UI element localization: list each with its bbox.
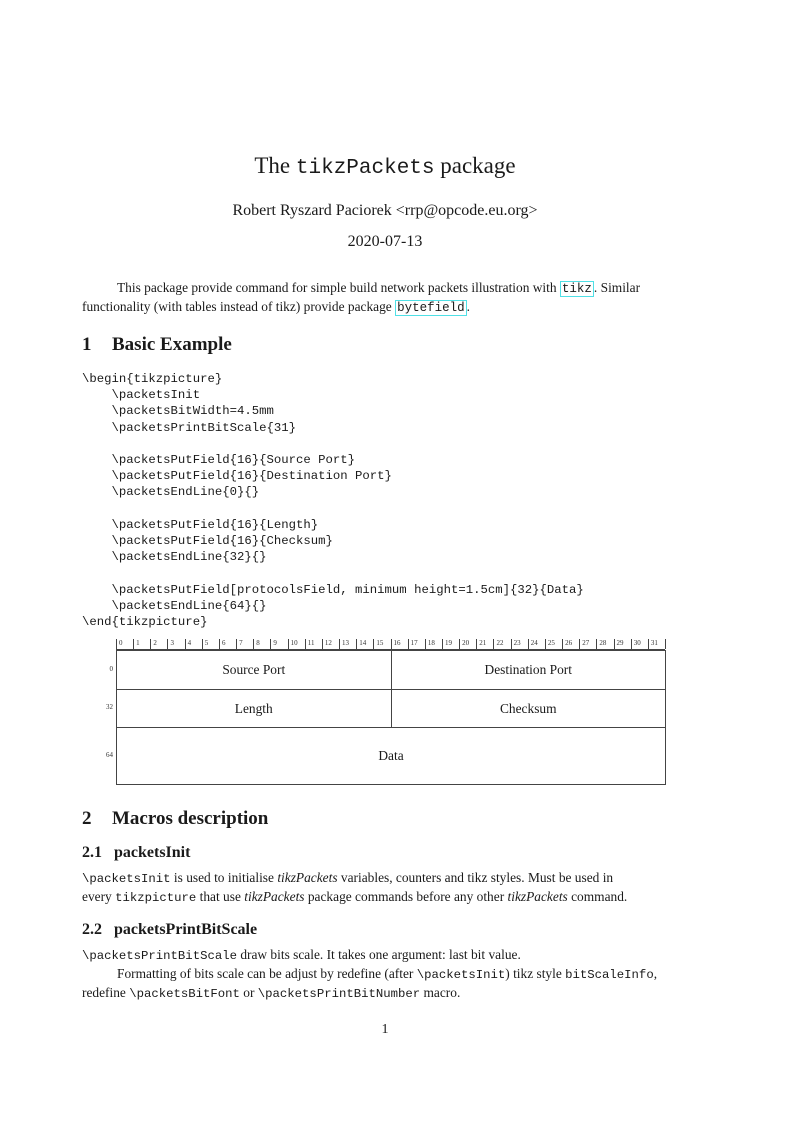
bit-scale-label: 16 <box>391 639 401 649</box>
code-block <box>82 371 584 630</box>
field-name: Data <box>378 748 404 763</box>
bit-scale-label: 31 <box>648 639 658 649</box>
code-line: \packetsPrintBitScale{31} <box>82 420 297 435</box>
section-2-heading <box>82 808 268 830</box>
intro-text-3: functionality (with tables instead of tikz) provide package <box>82 299 396 314</box>
text: that use <box>196 889 245 904</box>
text: variables, counters and tikz styles. Must be used in <box>337 870 614 885</box>
packet-field <box>116 727 666 785</box>
bytefield-link[interactable]: bytefield <box>397 301 465 315</box>
bit-scale-label: 6 <box>219 639 226 649</box>
text: command. <box>567 889 628 904</box>
bit-scale-label: 3 <box>167 639 174 649</box>
subsection-number: 2.1 <box>82 844 102 861</box>
page-number: 1 <box>381 1022 389 1037</box>
text: every <box>82 889 116 904</box>
emphasis: tikzPackets <box>507 889 568 904</box>
packetsprintbitscale-description <box>82 946 692 1003</box>
bit-scale-label: 21 <box>476 639 486 649</box>
code-line <box>82 565 584 581</box>
field-name: Source Port <box>222 662 286 677</box>
code-line: \packetsBitWidth=4.5mm <box>82 404 274 419</box>
code-packetsbitfont: \packetsBitFont <box>129 987 240 1001</box>
bit-scale-label: 20 <box>459 639 469 649</box>
bit-scale-label: 30 <box>631 639 641 649</box>
packet-diagram <box>95 637 675 787</box>
intro-text-4: . <box>466 299 470 314</box>
emphasis: tikzPackets <box>277 870 338 885</box>
text: is used to initialise <box>170 870 278 885</box>
tikz-link[interactable]: tikz <box>561 282 592 296</box>
bit-scale-label: 17 <box>408 639 418 649</box>
field-name: Destination Port <box>484 662 572 677</box>
text: macro. <box>420 985 461 1000</box>
bit-scale-label: 9 <box>270 639 277 649</box>
bit-scale-label: 23 <box>511 639 521 649</box>
field-name: Checksum <box>499 700 557 716</box>
bit-scale-label: 15 <box>373 639 383 649</box>
code-line <box>82 436 584 452</box>
bit-scale-label: 26 <box>562 639 572 649</box>
text: or <box>239 985 258 1000</box>
packet-field <box>116 650 392 690</box>
code-line: \packetsPutField[protocolsField, minimum height=1.5cm]{32}{Data} <box>82 582 584 597</box>
bit-scale-label: 8 <box>253 639 260 649</box>
text: draw bits scale. It takes one argument: last bit value. <box>236 947 521 962</box>
section-title: Basic Example <box>112 334 232 355</box>
code-line: \packetsPutField{16}{Length} <box>82 517 319 532</box>
text: ) tikz style <box>505 966 566 981</box>
text: Formatting of bits scale can be adjust by redefine (after <box>117 966 417 981</box>
title-prefix: The <box>254 153 296 178</box>
bit-scale-label: 27 <box>579 639 589 649</box>
bit-scale-label: 18 <box>425 639 435 649</box>
subsection-number: 2.2 <box>82 921 102 938</box>
intro-text-2: . Similar <box>593 280 641 295</box>
subsection-2-2-heading <box>82 921 257 939</box>
bit-scale-label: 14 <box>356 639 366 649</box>
row-offset-label: 64 <box>106 750 113 759</box>
packetsinit-description <box>82 869 692 907</box>
bit-scale-end-tick <box>665 639 668 649</box>
packet-field <box>391 650 667 690</box>
code-line <box>82 501 584 517</box>
intro-paragraph <box>82 279 682 317</box>
code-line: \packetsEndLine{32}{} <box>82 550 267 565</box>
code-line: \packetsPutField{16}{Destination Port} <box>82 469 392 484</box>
field-name: Length <box>234 700 273 716</box>
text: , <box>653 966 658 981</box>
intro-text-1: This package provide command for simple build network packets illustration with <box>117 280 560 295</box>
code-bitscaleinfo: bitScaleInfo <box>565 968 654 982</box>
bit-scale-label: 5 <box>202 639 209 649</box>
code-tikzpicture: tikzpicture <box>115 891 197 905</box>
emphasis: tikzPackets <box>244 889 305 904</box>
text: package commands before any other <box>304 889 508 904</box>
cmd-packetsprintbitscale: \packetsPrintBitScale <box>82 949 237 963</box>
document-title <box>0 153 770 180</box>
bit-scale-label: 24 <box>528 639 538 649</box>
bit-scale-label: 29 <box>614 639 624 649</box>
subsection-2-1-heading <box>82 844 190 862</box>
bit-scale-label: 28 <box>596 639 606 649</box>
section-number: 2 <box>82 808 92 829</box>
date: 2020-07-13 <box>347 233 423 250</box>
code-line: \packetsPutField{16}{Source Port} <box>82 453 356 468</box>
bit-scale-label: 1 <box>133 639 140 649</box>
section-number: 1 <box>82 334 92 355</box>
packet-field <box>116 689 392 728</box>
row-offset-label: 0 <box>109 664 113 673</box>
row-offset-label: 32 <box>106 703 113 711</box>
bit-scale-label: 22 <box>493 639 503 649</box>
code-line: \packetsEndLine{64}{} <box>82 598 267 613</box>
title-package: tikzPackets <box>295 157 435 180</box>
bit-scale-label: 25 <box>545 639 555 649</box>
section-title: Macros description <box>112 808 269 829</box>
bit-scale-label: 11 <box>305 639 315 649</box>
bit-scale-label: 12 <box>322 639 332 649</box>
bit-scale-label: 4 <box>185 639 192 649</box>
packet-field <box>391 689 667 728</box>
subsection-title: packetsPrintBitScale <box>114 921 258 938</box>
code-packetsinit: \packetsInit <box>416 968 506 982</box>
bit-scale-label: 2 <box>150 639 157 649</box>
bit-scale-label: 13 <box>339 639 349 649</box>
bit-scale-label: 19 <box>442 639 452 649</box>
cmd-packetsinit: \packetsInit <box>82 872 171 886</box>
section-1-heading <box>82 334 232 356</box>
subsection-title: packetsInit <box>114 844 191 861</box>
author: Robert Ryszard Paciorek <rrp@opcode.eu.org> <box>232 202 538 219</box>
code-line: \packetsEndLine{0}{} <box>82 485 260 500</box>
code-line: \packetsInit <box>82 388 201 403</box>
code-line: \end{tikzpicture} <box>82 615 208 630</box>
code-line: \packetsPutField{16}{Checksum} <box>82 534 333 549</box>
code-packetsprintbitnumber: \packetsPrintBitNumber <box>257 987 421 1001</box>
bit-scale-label: 0 <box>116 639 123 649</box>
text: redefine <box>82 985 130 1000</box>
bit-scale-label: 7 <box>236 639 243 649</box>
code-line: \begin{tikzpicture} <box>82 372 223 386</box>
bit-scale-label: 10 <box>288 639 298 649</box>
title-suffix: package <box>434 153 516 178</box>
